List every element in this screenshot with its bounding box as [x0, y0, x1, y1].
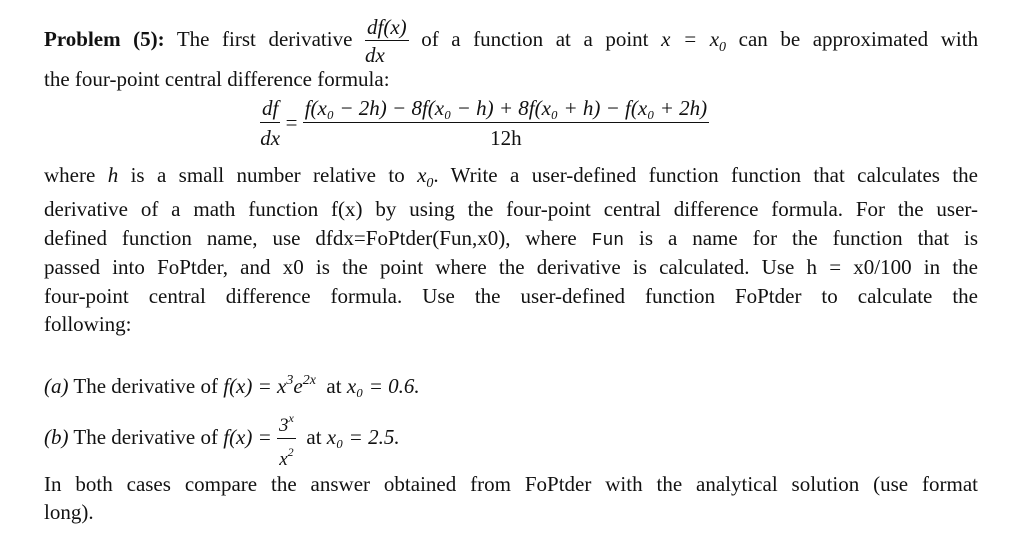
intro-text-2: of a function at a point — [421, 27, 649, 51]
part-b-point: x₀ = 2.5. — [326, 424, 400, 449]
derivative-numerator: df(x) — [367, 15, 407, 40]
part-a-point: x₀ = 0.6. — [346, 374, 420, 398]
description-line-2: derivative of a math function f(x) by using the four-point central difference formula. For the user- — [44, 197, 978, 221]
description-line-6: following: — [44, 312, 132, 336]
x0-symbol: $x_0$ — [417, 163, 434, 191]
four-point-formula — [260, 96, 820, 160]
intro-text-3: can be approximated with — [738, 27, 979, 51]
closing-line-1: In both cases compare the answer obtained from FoPtder with the analytical solution (use format — [44, 472, 978, 496]
formula-denominator: 12h — [490, 126, 522, 150]
h-symbol: h — [107, 163, 119, 187]
fun-code-term: Fun — [591, 231, 625, 251]
part-b-fraction: $\frac{3^x}{x^2}$ — [277, 408, 296, 470]
formula-intro-line: the four-point central difference formula: — [44, 67, 390, 91]
formula-rhs — [303, 96, 709, 150]
part-b: (b) The derivative of f(x) = $\frac{3^x}{x^2}$ at x₀ = 2.5. — [44, 408, 978, 464]
point-x0: $x = x_0$ — [661, 27, 727, 55]
part-a-function: $f(x) = x^3e^{2x}$ — [223, 373, 316, 398]
description-line-3: defined function name, use dfdx=FoPtder(Fun,x0), where Fun is a name for the function that is — [44, 226, 979, 251]
formula-numerator: f(x₀ − 2h) − 8f(x₀ − h) + 8f(x₀ + h) − f(x₀ + 2h) — [303, 96, 709, 123]
description-line-5: four-point central difference formula. Use the user-defined function FoPtder to calculate the — [44, 284, 978, 308]
part-a: (a) The derivative of $f(x) = x^3e^{2x}$ at x₀ = 0.6. — [44, 373, 420, 398]
equals-sign: = — [285, 110, 298, 135]
formula-lhs: $\frac{df}{dx}$ — [260, 96, 281, 150]
derivative-fraction — [365, 16, 409, 66]
part-b-label: (b) — [44, 424, 69, 449]
intro-text: The first derivative — [176, 27, 353, 51]
derivative-denominator: dx — [365, 43, 385, 68]
problem-intro-line — [44, 14, 979, 68]
part-a-label: (a) — [44, 374, 69, 398]
part-b-function: f(x) = — [223, 424, 272, 449]
description-line-1: where h is a small number relative to $x_0$. Write a user-defined function function that calculates the — [44, 163, 978, 191]
problem-label: Problem (5): — [44, 27, 165, 51]
closing-line-2: long). — [44, 500, 94, 524]
description-line-4: passed into FoPtder, and x0 is the point where the derivative is calculated. Use h = x0/100 in the — [44, 255, 978, 279]
